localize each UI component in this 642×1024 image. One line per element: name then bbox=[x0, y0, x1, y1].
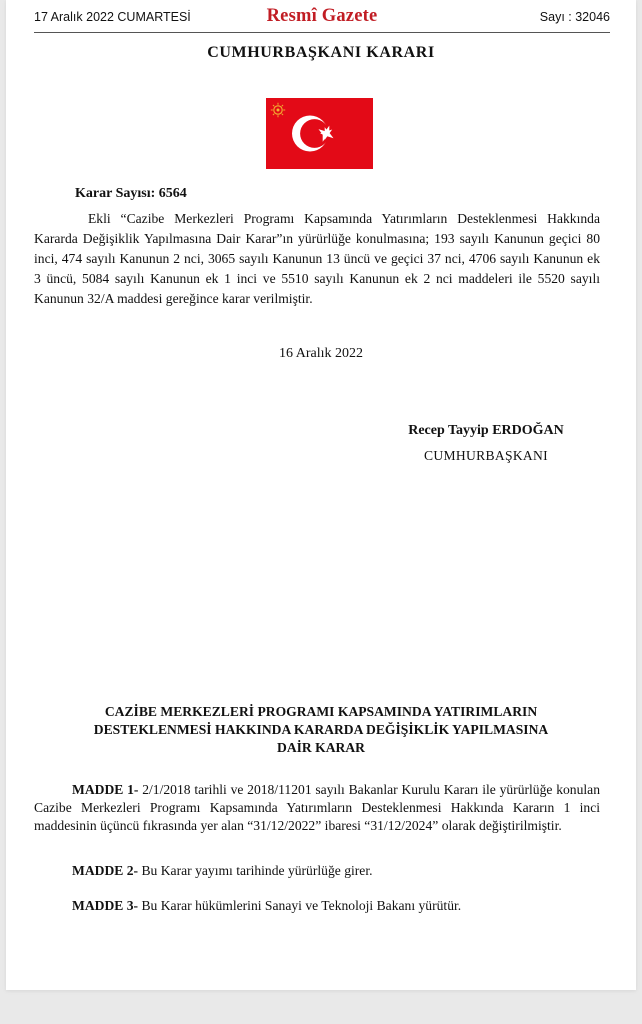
decision-date: 16 Aralık 2022 bbox=[279, 346, 363, 361]
gazette-header bbox=[34, 6, 610, 30]
decision-number: Karar Sayısı: 6564 bbox=[75, 186, 187, 201]
gazette-page bbox=[6, 0, 636, 990]
turkish-flag-icon bbox=[266, 98, 373, 169]
issue-number: Sayı : 32046 bbox=[539, 10, 610, 24]
article-text: 2/1/2018 tarihli ve 2018/11201 sayılı Bakanlar Kurulu Kararı ile yürürlüğe konulan Cazibe Merkezleri Programı Kapsamında Yatırımların Desteklenmesi Hakkında Kararın 1 inci maddesinin üçüncü fıkrasında yer alan “31/12/2022” ibaresi “31/12/2024” olarak değiştirilmiştir. bbox=[34, 782, 600, 833]
article-text: Bu Karar hükümlerini Sanayi ve Teknoloji Bakanı yürütür. bbox=[138, 898, 462, 913]
article-1 bbox=[34, 781, 600, 835]
article-label: MADDE 2- bbox=[72, 863, 139, 878]
gazette-name: Resmî Gazete bbox=[266, 6, 378, 26]
document-title: CUMHURBAŞKANI KARARI bbox=[207, 44, 435, 61]
regulation-title: CAZİBE MERKEZLERİ PROGRAMI KAPSAMINDA YATIRIMLARIN DESTEKLENMESİ HAKKINDA KARARDA DEĞİŞİKLİK YAPILMASINA DAİR KARAR bbox=[93, 704, 549, 755]
article-3 bbox=[34, 897, 600, 915]
article-2 bbox=[34, 862, 600, 880]
article-label: MADDE 1- bbox=[72, 782, 139, 797]
header-date: 17 Aralık 2022 CUMARTESİ bbox=[34, 10, 191, 24]
signer-name: Recep Tayyip ERDOĞAN bbox=[408, 423, 564, 438]
article-label: MADDE 3- bbox=[72, 898, 139, 913]
signature-block bbox=[396, 421, 576, 466]
signer-title: CUMHURBAŞKANI bbox=[424, 448, 548, 463]
article-text: Bu Karar yayımı tarihinde yürürlüğe girer. bbox=[138, 863, 373, 878]
decision-preamble: Ekli “Cazibe Merkezleri Programı Kapsamında Yatırımların Desteklenmesi Hakkında Kararda Değişiklik Yapılmasına Dair Karar”ın yürürlüğe konulmasına; 193 sayılı Kanunun geçici 80 inci, 474 sayılı Kanunun 2 nci, 3065 sayılı Kanunun 13 üncü ve geçici 37 nci, 4706 sayılı Kanunun ek 3 üncü, 5084 sayılı Kanunun ek 1 inci ve 5510 sayılı Kanunun ek 2 nci maddeleri ile 5520 sayılı Kanunun 32/A maddesi gereğince karar verilmiştir. bbox=[34, 211, 600, 306]
header-divider bbox=[34, 32, 610, 33]
